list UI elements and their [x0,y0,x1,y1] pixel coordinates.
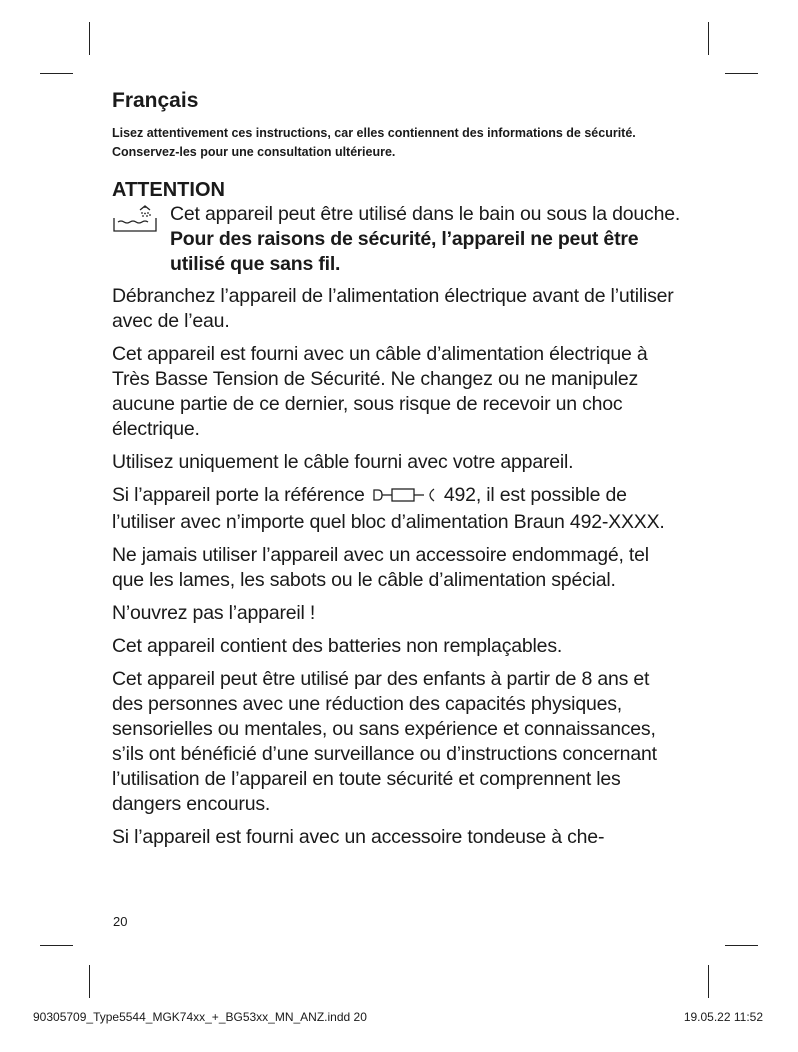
crop-mark [89,965,90,998]
paragraph-cable-only: Utilisez uniquement le câble fourni avec votre appareil. [112,451,574,473]
paragraph-reference [112,483,684,535]
paragraph-children: Cet appareil peut être utilisé par des enfants à partir de 8 ans et des personnes avec une réduction des capacités physiques, sensorielles ou mentales, ou sans expérience et connaissances, s’ils ont bénéficié d’une surveillance ou d’instructions concernant l’utilisation de l’appareil en toute sécurité et comprennent les dangers encourus. [112,668,657,815]
attention-text-bold: Pour des raisons de sécurité, l’appareil ne peut être utilisé que sans fil. [170,228,639,275]
page-number: 20 [113,914,128,929]
page-content [112,88,684,858]
paragraph-unplug: Débranchez l’appareil de l’alimentation électrique avant de l’utiliser avec de l’eau. [112,285,674,332]
attention-text-plain: Cet appareil peut être utilisé dans le bain ou sous la douche. [170,203,681,225]
footer-filename: 90305709_Type5544_MGK74xx_+_BG53xx_MN_ANZ.indd 20 [33,1010,367,1024]
paragraph-do-not-open: N’ouvrez pas l’appareil ! [112,602,316,624]
attention-title: ATTENTION [112,179,225,201]
crop-mark [725,73,758,74]
intro-text: Lisez attentivement ces instructions, car elles contiennent des informations de sécurité. Conservez-les pour une consultation ultérieure. [112,126,636,159]
crop-mark [725,945,758,946]
crop-mark [708,965,709,998]
paragraph-trimmer: Si l’appareil est fourni avec un accessoire tondeuse à che- [112,826,605,848]
paragraph-damaged: Ne jamais utiliser l’appareil avec un accessoire endommagé, tel que les lames, les sabots ou le câble d’alimentation spécial. [112,544,649,591]
reference-text-after: 492, il est possible de l’utiliser avec n’importe quel bloc d’alimentation Braun 492-XXXX. [112,484,665,533]
attention-text [170,202,684,277]
language-heading: Français [112,89,199,112]
shower-bath-icon [112,202,170,239]
crop-mark [89,22,90,55]
crop-mark [40,73,73,74]
power-supply-icon [372,485,442,510]
reference-text-before: Si l’appareil porte la référence [112,484,365,506]
attention-block [112,202,684,277]
crop-mark [708,22,709,55]
crop-mark [40,945,73,946]
paragraph-batteries: Cet appareil contient des batteries non remplaçables. [112,635,563,657]
paragraph-cable: Cet appareil est fourni avec un câble d’alimentation électrique à Très Basse Tension de Sécurité. Ne changez ou ne manipulez aucune partie de ce dernier, sous risque de recevoir un choc électrique. [112,343,648,440]
footer-datetime: 19.05.22 11:52 [683,1010,763,1024]
